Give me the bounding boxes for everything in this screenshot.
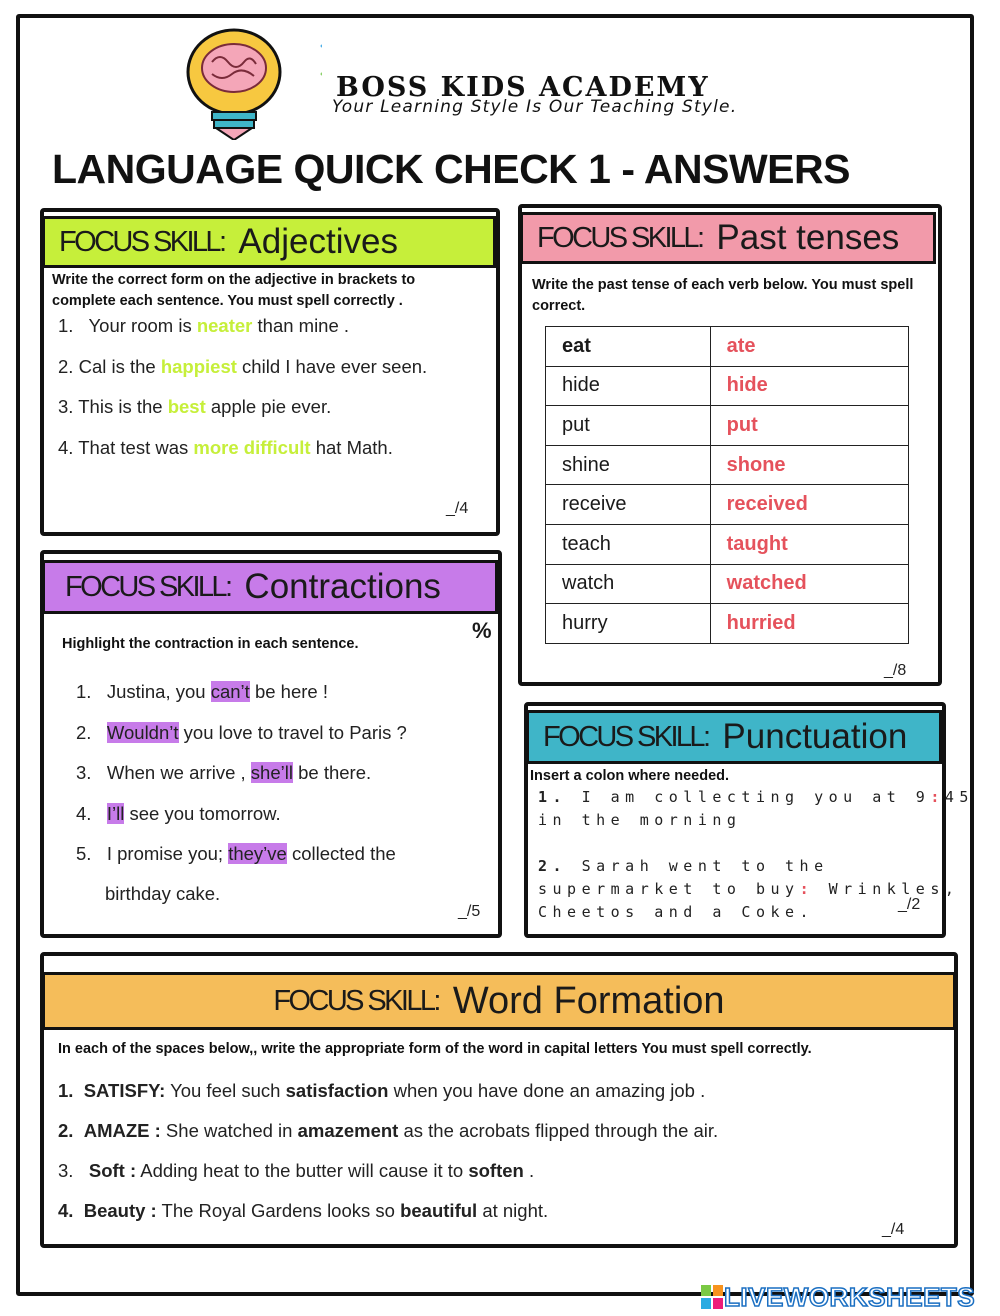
contractions-instruction: Highlight the contraction in each sentence. [62, 636, 359, 652]
verb-cell: receive [546, 485, 711, 525]
sentence-text: Wrinkles, [814, 880, 960, 898]
keyword: AMAZE : [83, 1120, 161, 1141]
word-formation-item [58, 1200, 548, 1222]
sentence-text: That test was [78, 437, 194, 458]
adjective-answer: neater [196, 315, 253, 336]
item-number: 3. [76, 762, 92, 783]
colon-answer: : [930, 788, 945, 806]
adjective-answer: happiest [160, 356, 237, 377]
item-number: 4. [58, 437, 74, 458]
sentence-text: as the acrobats flipped through the air. [398, 1120, 719, 1141]
table-row [546, 485, 909, 525]
past-tense-cell: hide [710, 366, 908, 406]
focus-skill-label: FOCUS SKILL: [543, 720, 709, 753]
sentence-text: at night. [477, 1200, 549, 1221]
sentence-text: The Royal Gardens looks so [156, 1200, 401, 1221]
lightbulb-brain-logo-icon [172, 28, 322, 140]
past-tense-cell: hurried [710, 604, 908, 644]
table-row [546, 406, 909, 446]
sentence-text: supermarket to buy [538, 880, 800, 898]
contractions-score: _/5 [458, 903, 481, 920]
focus-skill-label: FOCUS SKILL: [65, 570, 231, 603]
sentence-text: child I have ever seen. [236, 356, 428, 377]
item-number: 5. [76, 843, 92, 864]
item-number: 1. [76, 681, 92, 702]
contraction-item [76, 722, 407, 744]
adjective-item [58, 437, 393, 459]
punctuation-sentence-2-line3: Cheetos and a Coke. [538, 903, 815, 921]
punctuation-sentence-1-line2: in the morning [538, 811, 742, 829]
table-row [546, 524, 909, 564]
page-title: LANGUAGE QUICK CHECK 1 - ANSWERS [52, 146, 850, 192]
past-tense-cell: received [710, 485, 908, 525]
punctuation-sentence-2-line2 [538, 878, 959, 901]
contraction-item [76, 843, 396, 865]
word-formation-banner [42, 972, 956, 1030]
focus-skill-label: FOCUS SKILL: [273, 984, 439, 1017]
sentence-text: She watched in [160, 1120, 298, 1141]
item-number: 4. [58, 1200, 74, 1221]
colon-answer: : [799, 880, 815, 898]
adjective-item [58, 396, 331, 418]
sentence-text: hat Math. [310, 437, 393, 458]
word-formation-item [58, 1080, 705, 1102]
item-number: 2. [76, 722, 92, 743]
sentence-text: I promise you; [106, 843, 229, 864]
item-number: 2. [538, 857, 568, 875]
contractions-topic: Contractions [244, 567, 441, 606]
contraction-item [76, 803, 281, 825]
table-row [546, 604, 909, 644]
academy-tagline: Your Learning Style Is Our Teaching Style. [332, 97, 738, 117]
item-number: 1. [58, 315, 74, 336]
word-formation-score: _/4 [882, 1221, 905, 1238]
liveworksheets-brand: LIVEWORKSHEETS [724, 1281, 976, 1312]
punctuation-score: _/2 [898, 896, 921, 913]
past-tenses-topic: Past tenses [716, 218, 900, 257]
contraction-highlight: can’t [210, 681, 250, 702]
sentence-text: Your room is [88, 315, 197, 336]
item-number: 1. [538, 788, 568, 806]
word-formation-instruction: In each of the spaces below,, write the appropriate form of the word in capital letters You must spell correctly. [58, 1041, 812, 1057]
table-row [546, 445, 909, 485]
item-number: 3. [58, 396, 74, 417]
academy-name: BOSS KIDS ACADEMY [336, 72, 710, 103]
verb-cell: eat [546, 327, 711, 367]
punctuation-instruction: Insert a colon where needed. [530, 768, 730, 784]
sentence-text: be there. [292, 762, 372, 783]
sentence-text: apple pie ever. [205, 396, 332, 417]
word-answer: amazement [297, 1120, 399, 1141]
item-number: 1. [58, 1080, 74, 1101]
liveworksheets-badge-icon [700, 1284, 724, 1310]
punctuation-topic: Punctuation [722, 717, 908, 756]
verb-cell: hide [546, 366, 711, 406]
item-number: 3. [58, 1160, 74, 1181]
punctuation-sentence-1 [538, 786, 974, 809]
sentence-text: 45 [944, 788, 974, 806]
sentence-text: collected the [286, 843, 396, 864]
word-answer: satisfaction [285, 1080, 389, 1101]
keyword: SATISFY: [83, 1080, 166, 1101]
word-answer: soften [468, 1160, 524, 1181]
contraction-item [76, 762, 371, 784]
sentence-text: you love to travel to Paris ? [178, 722, 407, 743]
contractions-banner [42, 560, 498, 614]
past-tense-cell: taught [710, 524, 908, 564]
past-tense-cell: watched [710, 564, 908, 604]
item-number: 2. [58, 356, 74, 377]
keyword: Beauty : [83, 1200, 157, 1221]
past-tense-cell: put [710, 406, 908, 446]
sentence-text: Sarah went to the [567, 857, 829, 875]
sentence-text: Cal is the [78, 356, 161, 377]
sentence-text: I am collecting you at 9 [567, 788, 931, 806]
contraction-highlight: they’ve [228, 843, 287, 864]
word-formation-topic: Word Formation [452, 979, 725, 1022]
contraction-item [76, 681, 328, 703]
contraction-highlight: she’ll [250, 762, 293, 783]
sentence-text: Adding heat to the butter will cause it to [136, 1160, 469, 1181]
table-row [546, 327, 909, 367]
sentence-text: You feel such [165, 1080, 286, 1101]
table-row [546, 366, 909, 406]
table-row [546, 564, 909, 604]
adjective-answer: best [167, 396, 206, 417]
liveworksheets-logo[interactable] [700, 1283, 975, 1311]
adjectives-instruction: Write the correct form on the adjective in brackets to complete each sentence. You must spell correctly . [52, 272, 416, 309]
past-tense-cell: ate [710, 327, 908, 367]
item-number: 2. [58, 1120, 74, 1141]
focus-skill-label: FOCUS SKILL: [59, 225, 225, 258]
past-tenses-score: _/8 [884, 662, 907, 679]
focus-skill-label: FOCUS SKILL: [537, 221, 703, 254]
verb-cell: hurry [546, 604, 711, 644]
contraction-highlight: Wouldn’t [106, 722, 179, 743]
past-tense-table [545, 326, 909, 644]
word-formation-item [58, 1120, 718, 1142]
sentence-text: than mine . [252, 315, 350, 336]
contraction-highlight: I’ll [106, 803, 125, 824]
sentence-text: Justina, you [106, 681, 211, 702]
contraction-item-continued: birthday cake. [105, 883, 221, 904]
adjectives-banner [42, 216, 496, 268]
sentence-text: be here ! [249, 681, 328, 702]
sentence-text: This is the [78, 396, 168, 417]
punctuation-sentence-2 [538, 855, 829, 878]
adjective-item [58, 315, 349, 337]
verb-cell: watch [546, 564, 711, 604]
sentence-text: see you tomorrow. [124, 803, 281, 824]
adjective-answer: more difficult [193, 437, 311, 458]
keyword: Soft : [88, 1160, 137, 1181]
past-tense-cell: shone [710, 445, 908, 485]
item-number: 4. [76, 803, 92, 824]
sentence-text: . [523, 1160, 535, 1181]
past-tenses-instruction: Write the past tense of each verb below. You must spell correct. [532, 277, 914, 314]
past-tenses-banner [520, 212, 936, 264]
adjectives-score: _/4 [446, 500, 469, 517]
verb-cell: shine [546, 445, 711, 485]
punctuation-banner [526, 710, 942, 764]
sentence-text: When we arrive , [106, 762, 251, 783]
percent-mark: % [472, 618, 492, 643]
verb-cell: put [546, 406, 711, 446]
adjectives-topic: Adjectives [238, 222, 398, 261]
verb-cell: teach [546, 524, 711, 564]
sentence-text: when you have done an amazing job . [388, 1080, 706, 1101]
word-formation-item [58, 1160, 534, 1182]
adjective-item [58, 356, 427, 378]
word-answer: beautiful [400, 1200, 478, 1221]
